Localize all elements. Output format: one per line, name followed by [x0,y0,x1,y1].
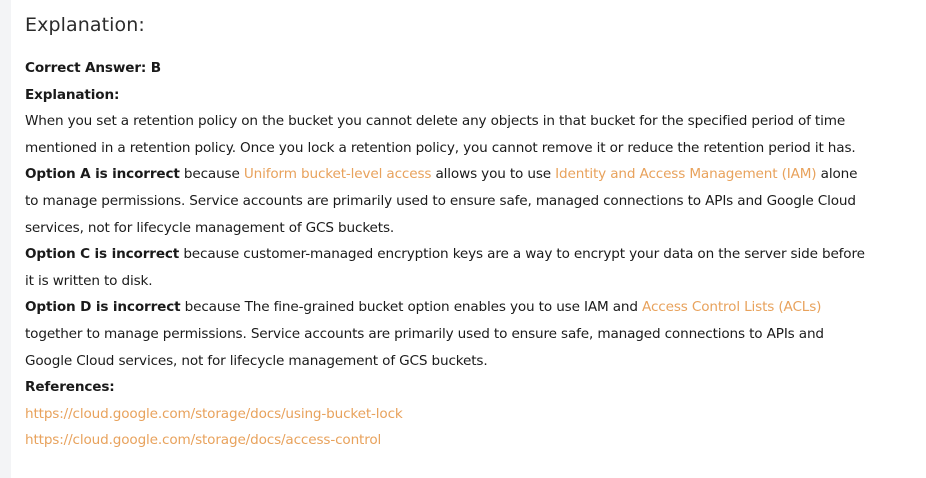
explanation-heading: Explanation: [25,14,145,36]
iam-link[interactable]: Identity and Access Management (IAM) [555,166,817,183]
option-c-label: Option C is incorrect [25,246,180,263]
references-label: References: [25,379,115,396]
option-a-text-3: alone to manage permissions. Service accounts are primarily used to ensure safe, managed connections to APIs and Google Cloud services, not for lifecycle management of GCS buckets. [25,166,858,236]
option-d-paragraph [25,294,865,374]
option-c-paragraph [25,241,865,294]
correct-answer: Correct Answer: B [25,60,161,76]
option-a-text-2: allows you to use [431,166,556,183]
reference-link[interactable]: https://cloud.google.com/storage/docs/access-control [25,432,382,449]
intro-text: When you set a retention policy on the bucket you cannot delete any objects in that bucket for the specified period of time mentioned in a retention policy. Once you lock a retention policy, you cannot remove it or reduce the retention period it has. [25,113,856,156]
option-d-text-1: because The fine-grained bucket option enables you to use IAM and [180,299,643,316]
reference-link[interactable]: https://cloud.google.com/storage/docs/using-bucket-lock [25,405,403,422]
explanation-content [25,55,865,454]
option-a-label: Option A is incorrect [25,166,180,183]
uniform-bucket-access-link[interactable]: Uniform bucket-level access [243,166,432,183]
acl-link[interactable]: Access Control Lists (ACLs) [642,299,822,316]
option-d-text-2: together to manage permissions. Service accounts are primarily used to ensure safe, managed connections to APIs and Google Cloud services, not for lifecycle management of GCS buckets. [25,325,824,369]
option-a-text-1: because [179,166,244,183]
explanation-label: Explanation: [25,86,120,103]
option-a-paragraph [25,161,865,241]
option-c-text-1: because customer-managed encryption keys are a way to encrypt your data on the server side before it is written to disk. [25,246,865,289]
option-d-label: Option D is incorrect [25,299,181,316]
